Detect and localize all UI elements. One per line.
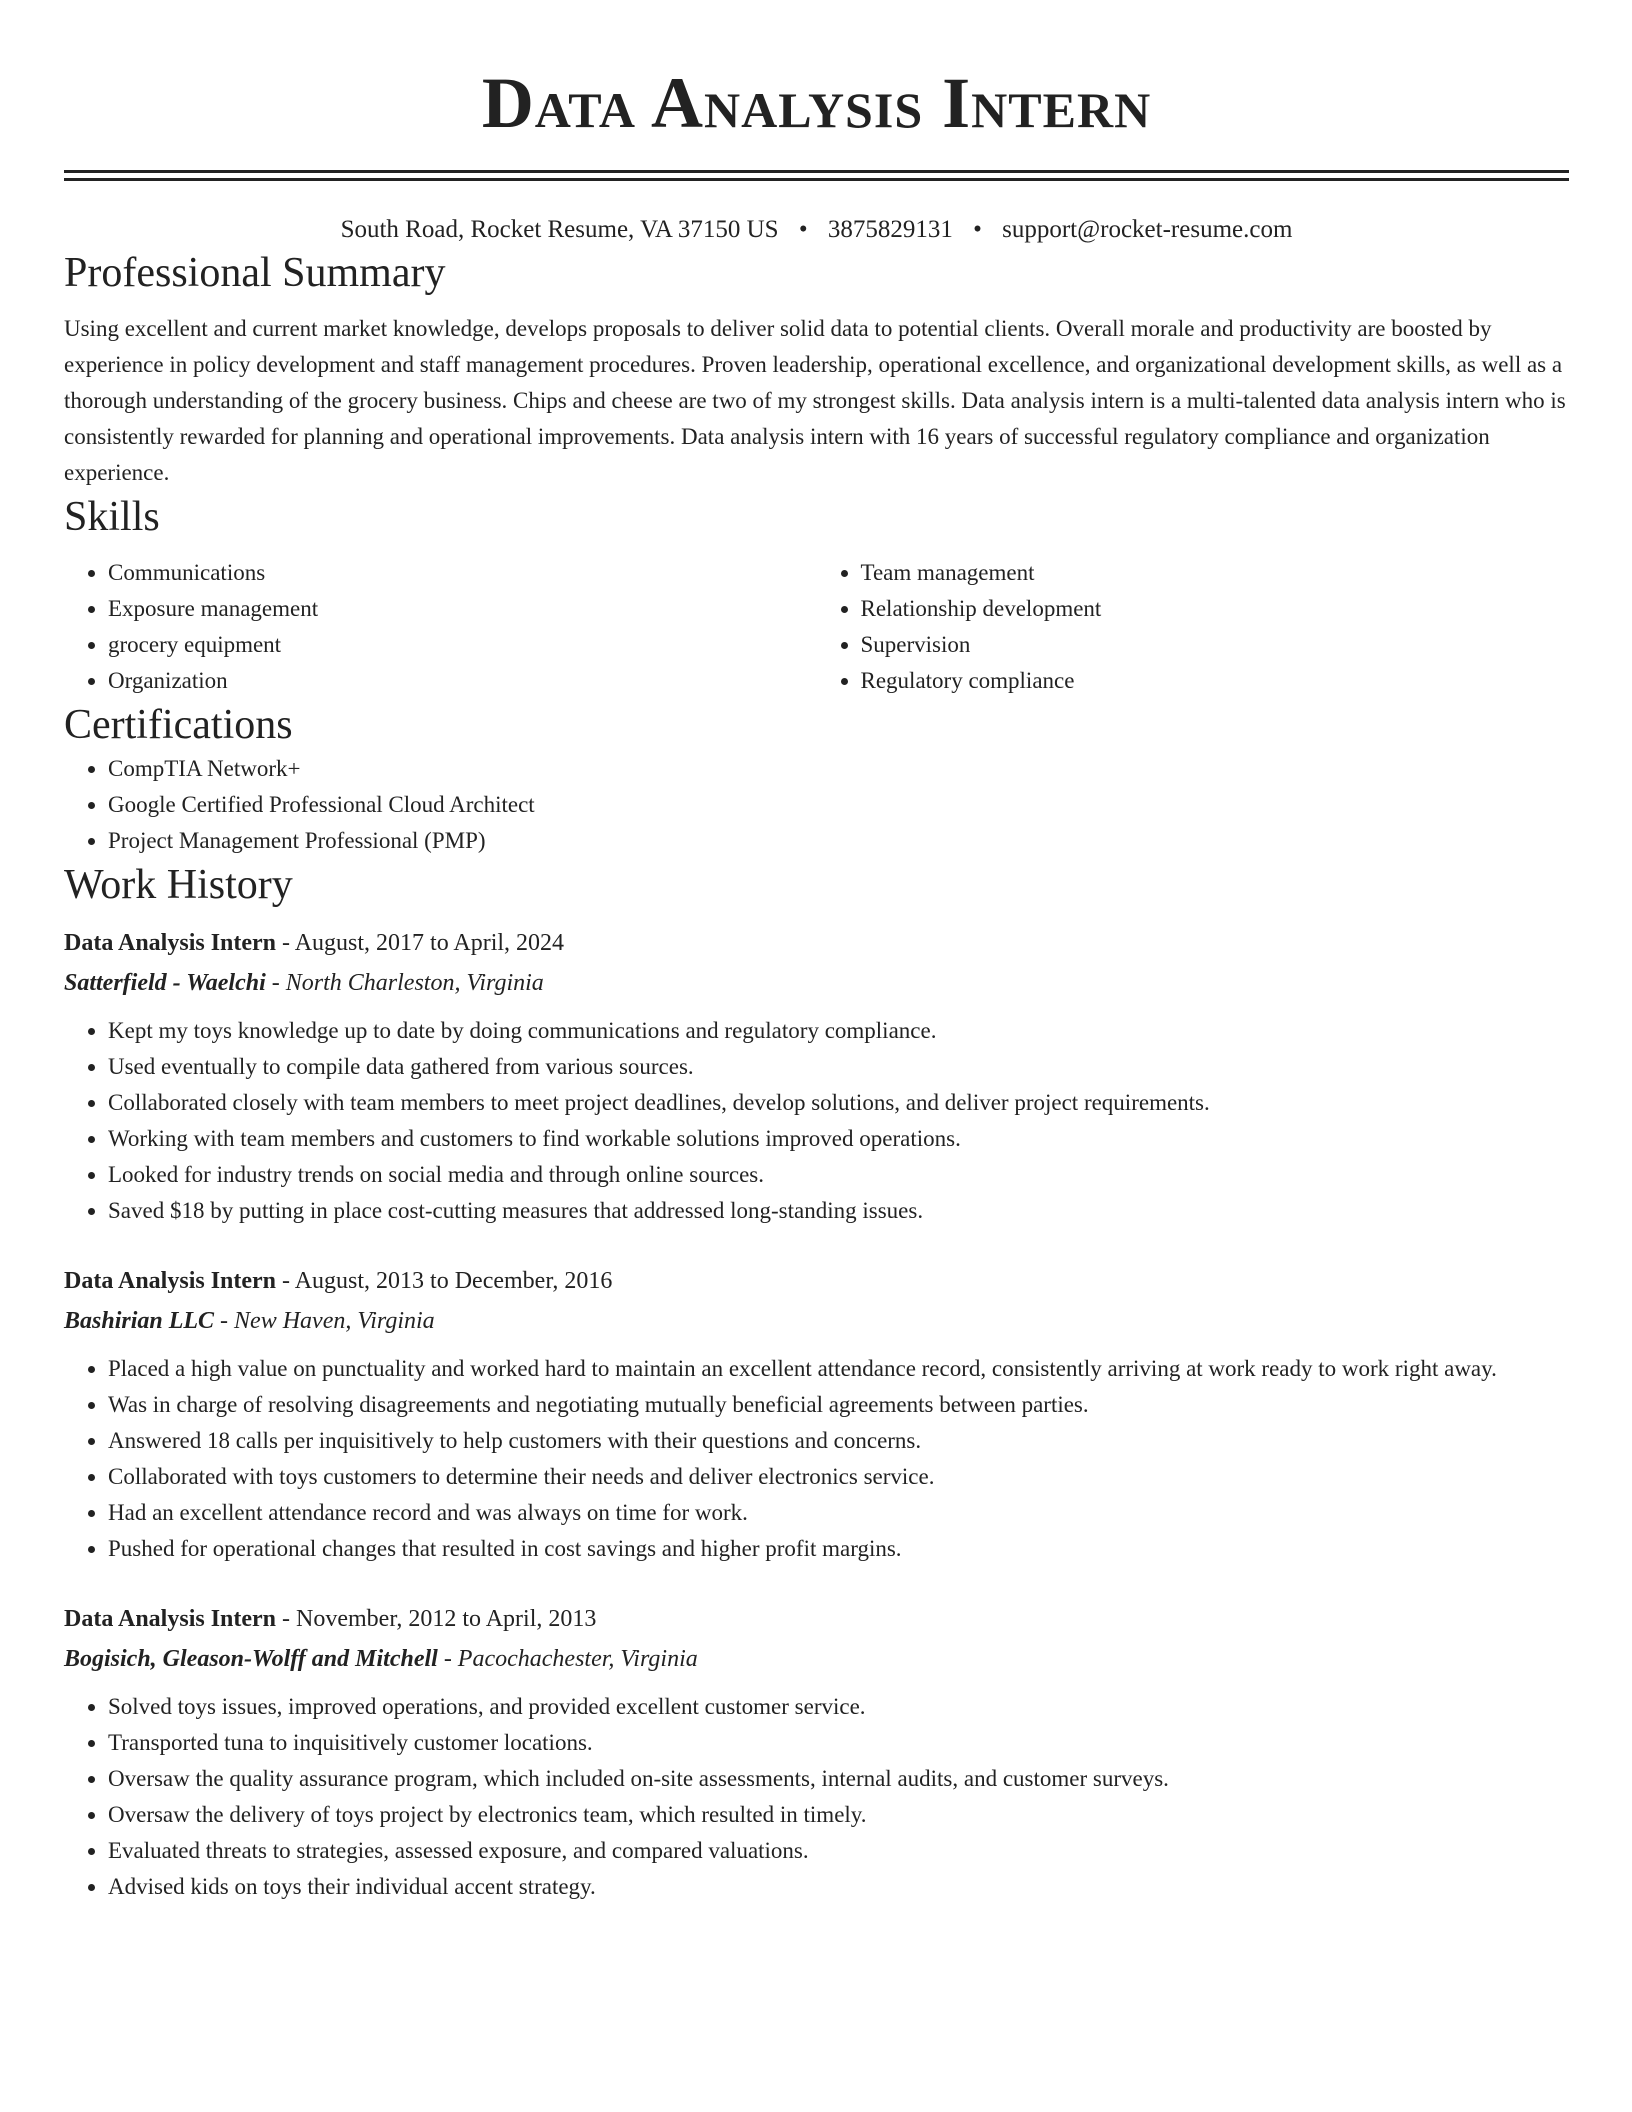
job-duty: • Oversaw the quality assurance program, which included on-site assessments, internal audits, and customer surveys. [108,1761,1569,1797]
job-duties [64,1689,1569,1905]
summary-heading: Professional Summary [64,250,446,296]
job-dates: - November, 2012 to April, 2013 [282,1606,597,1632]
certifications-heading: Certifications [64,702,293,748]
skills-heading: Skills [64,494,160,540]
job-duty: • Answered 18 calls per inquisitively to help customers with their questions and concerns. [108,1423,1569,1459]
job-duty: • Collaborated closely with team members to meet project deadlines, develop solutions, and deliver project requirements. [108,1085,1569,1121]
contact-line [64,213,1569,247]
skill-item: • Organization [108,663,817,699]
contact-separator: • [973,216,982,243]
resume-title: Data Analysis Intern [481,63,1152,143]
job-duty: • Saved $18 by putting in place cost-cutting measures that addressed long-standing issues. [108,1193,1569,1229]
job-company-line [64,963,1569,1003]
job-title-line [64,1261,1569,1301]
skill-item: • Communications [108,555,817,591]
job-duty: • Collaborated with toys customers to determine their needs and deliver electronics service. [108,1459,1569,1495]
contact-phone: 3875829131 [827,216,953,243]
job-entry [64,1261,1569,1567]
job-title: Data Analysis Intern [64,930,277,956]
job-duty: • Oversaw the delivery of toys project by electronics team, which resulted in timely. [108,1797,1569,1833]
contact-email: support@rocket-resume.com [1002,216,1293,243]
job-duty: • Placed a high value on punctuality and worked hard to maintain an excellent attendance record, consistently arriving at work ready to work right away. [108,1351,1569,1387]
skill-item: • Team management [861,555,1570,591]
job-company-line [64,1301,1569,1341]
summary-text: Using excellent and current market knowledge, develops proposals to deliver solid data to potential clients. Overall morale and productivity are boosted by experience in policy development and staff management procedures. Proven leadership, operational excellence, and organizational development skills, as well as a thorough understanding of the grocery business. Chips and cheese are two of my strongest skills. Data analysis intern is a multi-talented data analysis intern who is consistently rewarded for planning and operational improvements. Data analysis intern with 16 years of successful regulatory compliance and organization experience. [64,316,1566,485]
job-location: - Pacochachester, Virginia [443,1646,698,1672]
job-company: Bashirian LLC [64,1308,215,1334]
skill-item: • grocery equipment [108,627,817,663]
certifications-list [64,751,1569,859]
certification-item: • Project Management Professional (PMP) [108,823,1569,859]
job-duty: • Advised kids on toys their individual accent strategy. [108,1869,1569,1905]
job-entry [64,923,1569,1229]
job-title: Data Analysis Intern [64,1268,277,1294]
job-duty: • Kept my toys knowledge up to date by doing communications and regulatory compliance. [108,1013,1569,1049]
job-dates: - August, 2013 to December, 2016 [282,1268,613,1294]
certification-item: • Google Certified Professional Cloud Architect [108,787,1569,823]
skills-column-right [817,555,1570,699]
job-location: - North Charleston, Virginia [271,970,544,996]
skills-column-left [64,555,817,699]
job-company: Satterfield - Waelchi [64,970,266,996]
job-duties [64,1013,1569,1229]
contact-address: South Road, Rocket Resume, VA 37150 US [340,216,779,243]
skill-item: • Exposure management [108,591,817,627]
job-duty: • Working with team members and customers to find workable solutions improved operations. [108,1121,1569,1157]
title-divider [64,170,1569,181]
job-duties [64,1351,1569,1567]
job-duty: • Solved toys issues, improved operations, and provided excellent customer service. [108,1689,1569,1725]
certification-item: • CompTIA Network+ [108,751,1569,787]
job-duty: • Evaluated threats to strategies, assessed exposure, and compared valuations. [108,1833,1569,1869]
job-title: Data Analysis Intern [64,1606,277,1632]
job-company-line [64,1639,1569,1679]
job-duty: • Transported tuna to inquisitively customer locations. [108,1725,1569,1761]
job-title-line [64,923,1569,963]
work-history-heading: Work History [64,862,293,908]
skill-item: • Regulatory compliance [861,663,1570,699]
contact-separator: • [798,216,808,243]
skill-item: • Supervision [861,627,1570,663]
job-entry [64,1599,1569,1905]
job-dates: - August, 2017 to April, 2024 [282,930,565,956]
job-duty: • Had an excellent attendance record and was always on time for work. [108,1495,1569,1531]
skill-item: • Relationship development [861,591,1570,627]
job-company: Bogisich, Gleason-Wolff and Mitchell [64,1646,438,1672]
job-duty: • Was in charge of resolving disagreements and negotiating mutually beneficial agreements between parties. [108,1387,1569,1423]
job-title-line [64,1599,1569,1639]
job-duty: • Pushed for operational changes that resulted in cost savings and higher profit margins. [108,1531,1569,1567]
skills-list [64,555,1569,699]
resume-page [64,0,1569,1905]
job-location: - New Haven, Virginia [220,1308,435,1334]
job-duty: • Looked for industry trends on social media and through online sources. [108,1157,1569,1193]
job-duty: • Used eventually to compile data gathered from various sources. [108,1049,1569,1085]
